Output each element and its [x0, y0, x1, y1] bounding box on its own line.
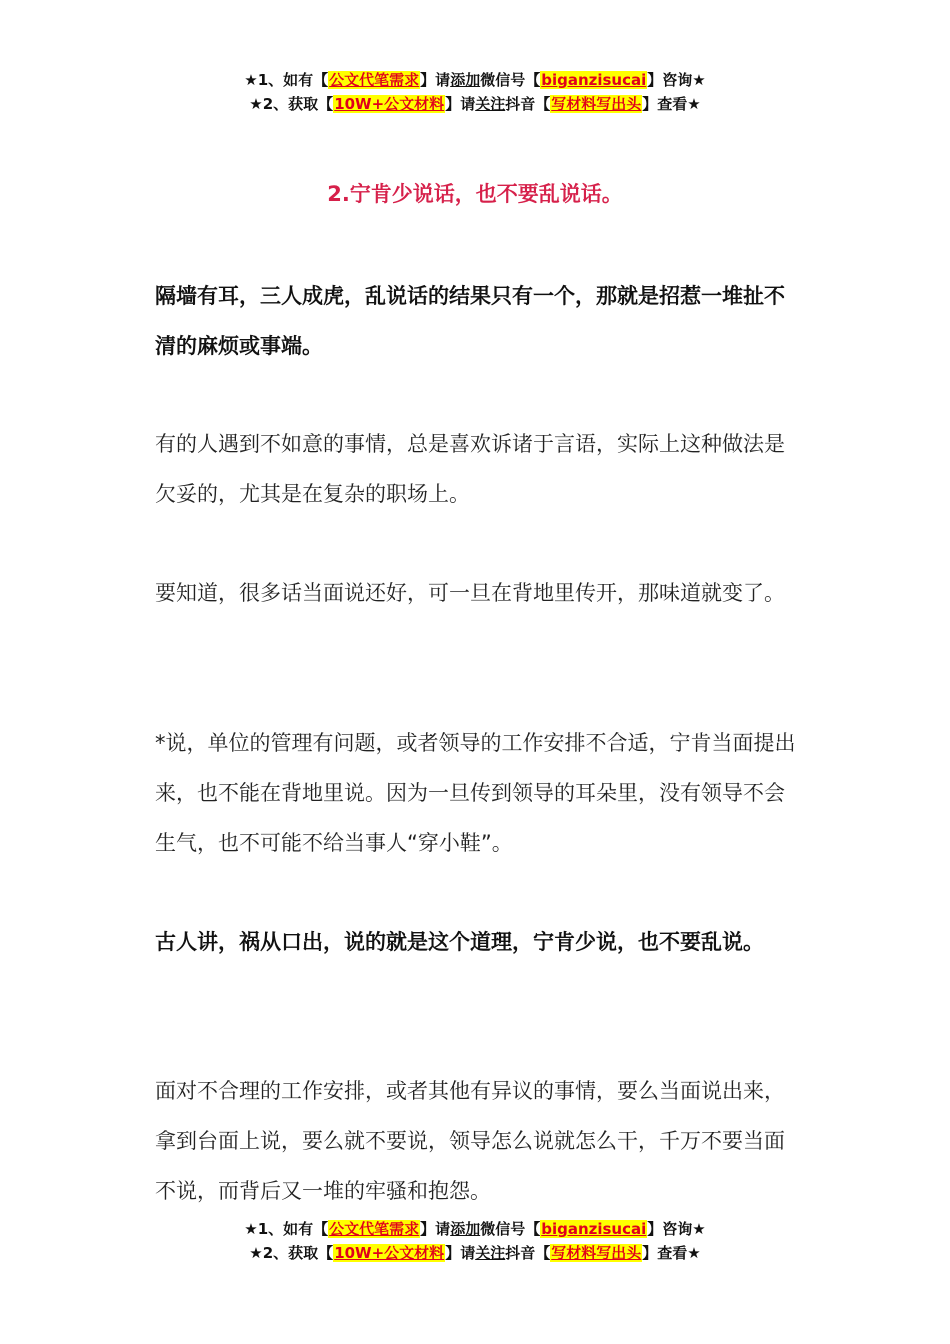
- promo-prefix: ★1、如有【: [244, 1220, 329, 1238]
- promo-highlight-materials: 10W+公文材料: [334, 1244, 445, 1262]
- promo-text: 微信号【: [480, 71, 541, 89]
- promo-highlight-materials: 10W+公文材料: [334, 95, 445, 113]
- promo-highlight-wechat-id: biganzisucai: [541, 71, 647, 89]
- promo-emphasis: 添加: [450, 71, 481, 89]
- promo-prefix: ★2、获取【: [249, 1244, 334, 1262]
- promo-suffix: 】咨询★: [647, 71, 706, 89]
- promo-highlight-service: 公文代笔需求: [329, 71, 420, 89]
- paragraph-emphasis: 隔墙有耳，三人成虎，乱说话的结果只有一个，那就是招惹一堆扯不清的麻烦或事端。: [155, 284, 785, 358]
- promo-line-1: [0, 68, 950, 92]
- paragraph: 有的人遇到不如意的事情，总是喜欢诉诸于言语，实际上这种做法是欠妥的，尤其是在复杂的职场上。: [155, 432, 785, 506]
- paragraph-emphasis: 古人讲，祸从口出，说的就是这个道理，宁肯少说，也不要乱说。: [155, 930, 764, 954]
- paragraph: *说，单位的管理有问题，或者领导的工作安排不合适，宁肯当面提出来，也不能在背地里说。因为一旦传到领导的耳朵里，没有领导不会生气，也不可能不给当事人“穿小鞋”。: [155, 731, 796, 855]
- promo-line-2: [0, 1241, 950, 1265]
- promo-suffix: 】查看★: [642, 95, 701, 113]
- promo-text: 抖音【: [505, 95, 551, 113]
- promo-highlight-douyin-account: 写材料写出头: [551, 95, 642, 113]
- promo-suffix: 】咨询★: [647, 1220, 706, 1238]
- promo-prefix: ★1、如有【: [244, 71, 329, 89]
- paragraph: 面对不合理的工作安排，或者其他有异议的事情，要么当面说出来，拿到台面上说，要么就不要说，领导怎么说就怎么干，千万不要当面不说，而背后又一堆的牢骚和抱怨。: [155, 1079, 785, 1203]
- promo-highlight-wechat-id: biganzisucai: [541, 1220, 647, 1238]
- promo-highlight-douyin-account: 写材料写出头: [551, 1244, 642, 1262]
- paragraph: 要知道，很多话当面说还好，可一旦在背地里传开，那味道就变了。: [155, 581, 785, 605]
- promo-highlight-service: 公文代笔需求: [329, 1220, 420, 1238]
- promo-banner-top: [0, 68, 950, 116]
- promo-text: 微信号【: [480, 1220, 541, 1238]
- promo-prefix: ★2、获取【: [249, 95, 334, 113]
- promo-line-2: [0, 92, 950, 116]
- promo-text: 】请: [420, 1220, 451, 1238]
- promo-emphasis: 添加: [450, 1220, 481, 1238]
- promo-banner-bottom: [0, 1217, 950, 1265]
- promo-text: 】请: [420, 71, 451, 89]
- promo-text: 】请: [445, 1244, 476, 1262]
- promo-suffix: 】查看★: [642, 1244, 701, 1262]
- article-title: 2.宁肯少说话，也不要乱说话。: [327, 182, 623, 206]
- promo-text: 抖音【: [505, 1244, 551, 1262]
- promo-line-1: [0, 1217, 950, 1241]
- promo-text: 】请: [445, 95, 476, 113]
- promo-emphasis: 关注: [475, 1244, 506, 1262]
- promo-emphasis: 关注: [475, 95, 506, 113]
